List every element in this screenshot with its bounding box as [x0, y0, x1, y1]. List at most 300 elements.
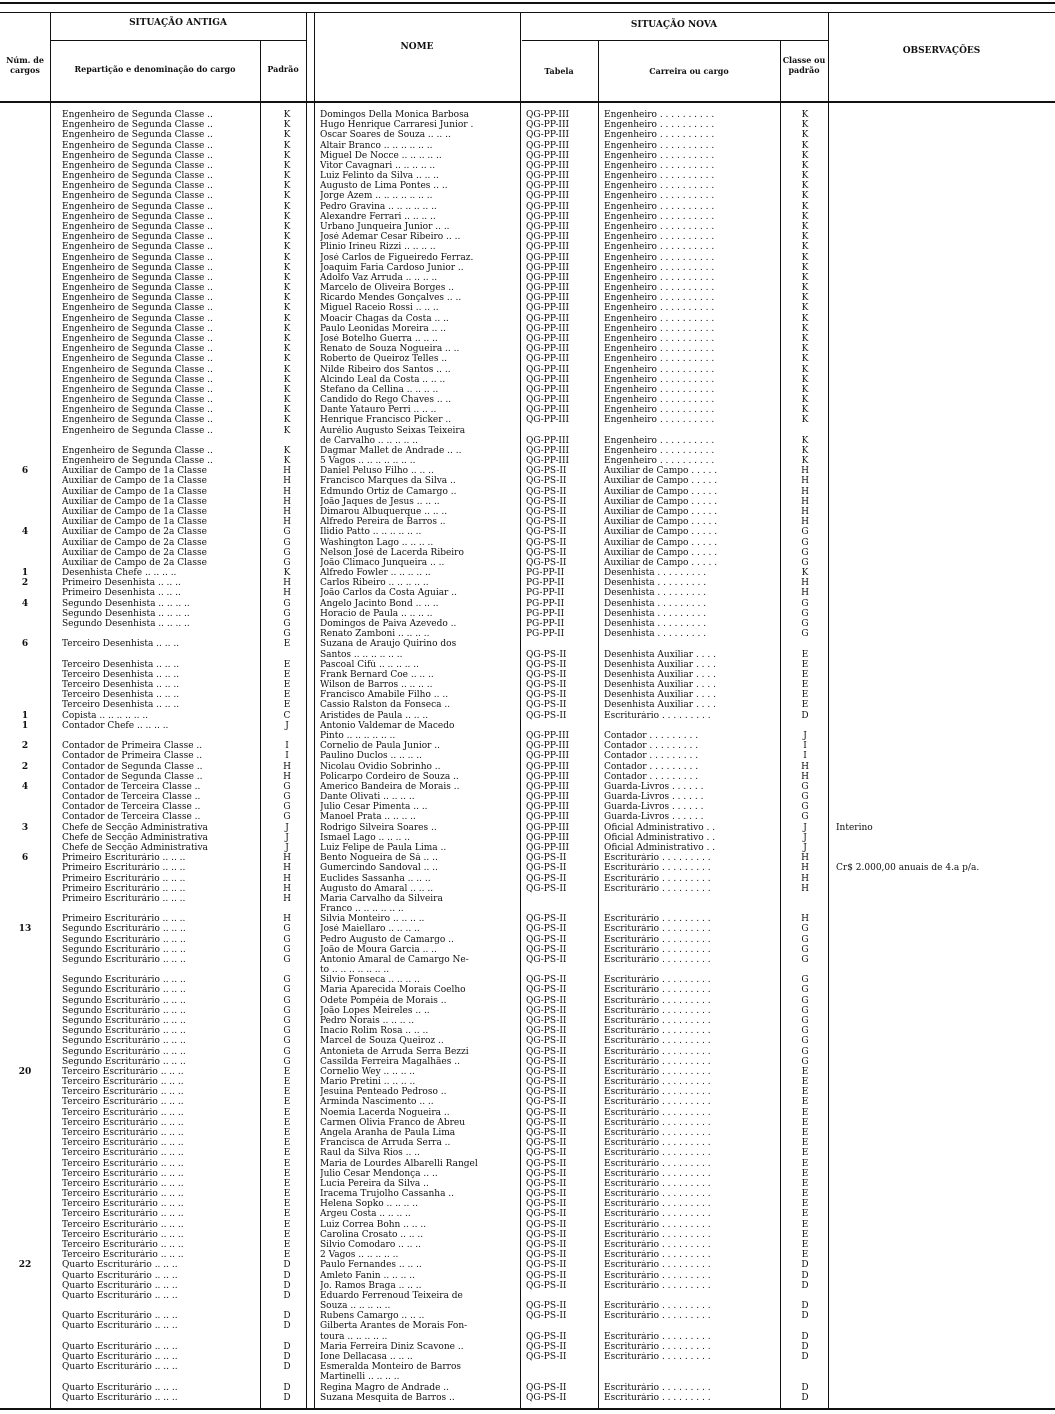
row-nome: Horacio de Paula .. .. .. .. [320, 608, 433, 619]
row-classe: G [801, 934, 809, 945]
row-carreira: Escriturário . . . . . . . . . [604, 1301, 711, 1312]
row-padrao: H [283, 517, 291, 528]
row-tabela: QG-PP-III [526, 130, 570, 141]
table-row [0, 975, 1055, 985]
row-num-cargos: 13 [18, 924, 32, 935]
row-cargo-antigo: Engenheiro de Segunda Classe .. [62, 384, 213, 395]
row-cargo-antigo: Terceiro Escriturário .. .. .. [62, 1107, 184, 1118]
row-nome: Wilson de Barros .. .. .. .. [320, 680, 433, 691]
row-classe: G [801, 995, 809, 1006]
row-padrao: G [283, 802, 291, 813]
row-cargo-antigo: Engenheiro de Segunda Classe .. [62, 221, 213, 232]
row-num-cargos: 20 [18, 1066, 32, 1077]
row-nome: João de Moura Garcia .. .. [320, 944, 437, 955]
row-carreira: Engenheiro . . . . . . . . . . [604, 344, 715, 355]
row-nome: Augusto do Amaral .. .. .. [320, 883, 434, 894]
row-nome: Roberto de Queiroz Telles .. [320, 354, 448, 365]
row-tabela: QG-PS-II [526, 527, 567, 538]
row-carreira: Engenheiro . . . . . . . . . . [604, 384, 715, 395]
row-tabela: QG-PP-III [526, 456, 570, 467]
row-carreira: Escriturário . . . . . . . . . [604, 1189, 711, 1200]
row-tabela: QG-PS-II [526, 1117, 567, 1128]
row-padrao: G [283, 954, 291, 965]
row-tabela: QG-PP-III [526, 802, 570, 813]
row-nome: Silvio Fonseca .. .. .. .. [320, 975, 420, 986]
row-padrao: H [283, 863, 291, 874]
row-padrao: G [283, 1026, 291, 1037]
row-padrao: G [283, 527, 291, 538]
row-classe: G [801, 537, 809, 548]
table-row [0, 365, 1055, 375]
row-cargo-antigo: Terceiro Escriturário .. .. .. [62, 1158, 184, 1169]
row-nome: José Ademar Cesar Ribeiro .. .. [320, 232, 461, 243]
row-num-cargos: 6 [21, 853, 29, 864]
row-tabela: QG-PS-II [526, 680, 567, 691]
row-tabela: QG-PP-III [526, 344, 570, 355]
row-tabela: QG-PP-III [526, 272, 570, 283]
table-row [0, 375, 1055, 385]
row-padrao: E [283, 1189, 291, 1200]
row-nome: Noemia Lacerda Nogueira .. [320, 1107, 450, 1118]
row-padrao: G [283, 537, 291, 548]
row-nome: Carlos Ribeiro .. .. .. .. .. [320, 578, 429, 589]
table-row [0, 1189, 1055, 1199]
row-carreira: Escriturário . . . . . . . . . [604, 1087, 711, 1098]
row-padrao: K [283, 405, 291, 416]
row-classe: G [801, 619, 809, 629]
row-carreira: Escriturário . . . . . . . . . [604, 1046, 711, 1057]
row-num-cargos: 6 [21, 639, 29, 650]
row-cargo-antigo: Terceiro Escriturário .. .. .. [62, 1229, 184, 1240]
row-padrao: E [283, 1138, 291, 1149]
row-padrao: K [283, 313, 291, 324]
row-cargo-antigo: Quarto Escriturário .. .. .. [62, 1321, 178, 1332]
row-nome: Nilde Ribeiro dos Santos .. .. [320, 364, 451, 375]
row-cargo-antigo: Chefe de Secção Administrativa [62, 822, 208, 833]
row-tabela: QG-PS-II [526, 1168, 567, 1179]
row-tabela: QG-PS-II [526, 873, 567, 884]
row-padrao: H [283, 507, 291, 518]
row-classe: G [801, 557, 809, 568]
row-nome: Alfredo Pereira de Barros .. [320, 517, 446, 528]
row-tabela: QG-PS-II [526, 1260, 567, 1271]
row-padrao: E [283, 700, 291, 711]
row-padrao: H [283, 873, 291, 884]
row-cargo-antigo: Primeiro Desenhista .. .. .. [62, 578, 181, 589]
table-row [0, 314, 1055, 324]
row-tabela: QG-PS-II [526, 1311, 567, 1322]
row-classe: G [801, 954, 809, 965]
table-row [0, 619, 1055, 629]
row-nome: Maria de Lourdes Albarelli Rangel [320, 1158, 478, 1169]
row-classe: D [801, 1382, 809, 1393]
row-padrao: H [283, 771, 291, 782]
row-padrao: K [283, 395, 291, 406]
row-cargo-antigo: Engenheiro de Segunda Classe .. [62, 405, 213, 416]
row-carreira: Escriturário . . . . . . . . . [604, 1199, 711, 1210]
row-carreira: Engenheiro . . . . . . . . . . [604, 221, 715, 232]
row-carreira: Desenhista . . . . . . . . . [604, 608, 707, 619]
table-row [0, 670, 1055, 680]
row-nome: Alfredo Fowler .. .. .. .. .. [320, 568, 431, 579]
table-row [0, 1077, 1055, 1087]
row-classe: K [801, 181, 809, 192]
row-nome: Arminda Nascimento .. .. [320, 1097, 434, 1108]
row-tabela: QG-PP-III [526, 415, 570, 426]
row-cargo-antigo: Quarto Escriturário .. .. .. [62, 1311, 178, 1322]
row-carreira: Desenhista Auxiliar . . . . [604, 669, 716, 680]
row-nome: João Lopes Meireles .. .. [320, 1005, 430, 1016]
table-row [0, 639, 1055, 649]
header-situacao-antiga: SITUAÇÃO ANTIGA [129, 18, 227, 28]
row-padrao: K [283, 140, 291, 151]
table-row [0, 334, 1055, 344]
row-tabela: QG-PP-III [526, 445, 570, 456]
row-nome: Silvio Comodaro .. .. .. [320, 1239, 422, 1250]
row-tabela: QG-PP-III [526, 354, 570, 365]
row-cargo-antigo: Engenheiro de Segunda Classe .. [62, 456, 213, 467]
row-carreira: Engenheiro . . . . . . . . . . [604, 445, 715, 456]
row-padrao: E [283, 1077, 291, 1088]
row-tabela: QG-PP-III [526, 812, 570, 823]
row-classe: E [801, 1148, 809, 1159]
row-nome: Angelo Jacinto Bond .. .. .. [320, 598, 439, 609]
row-cargo-antigo: Segundo Escriturário .. .. .. [62, 985, 186, 996]
row-cargo-antigo: Contador de Primeira Classe .. [62, 751, 203, 762]
row-nome: toura .. .. .. .. .. [320, 1331, 388, 1342]
header-divider [0, 12, 1055, 13]
row-carreira: Engenheiro . . . . . . . . . . [604, 242, 715, 253]
table-row [0, 1087, 1055, 1097]
row-cargo-antigo: Auxiliar de Campo de 1a Classe [62, 466, 207, 477]
table-row [0, 171, 1055, 181]
row-classe: H [801, 863, 809, 874]
table-row [0, 405, 1055, 415]
row-tabela: PG-PP-II [526, 629, 565, 640]
row-carreira: Escriturário . . . . . . . . . [604, 853, 711, 864]
table-row [0, 476, 1055, 486]
row-cargo-antigo: Segundo Escriturário .. .. .. [62, 934, 186, 945]
row-classe: K [801, 293, 809, 304]
table-row [0, 1169, 1055, 1179]
row-classe: G [801, 1036, 809, 1047]
row-carreira: Engenheiro . . . . . . . . . . [604, 140, 715, 151]
table-row [0, 527, 1055, 537]
row-cargo-antigo: Engenheiro de Segunda Classe .. [62, 415, 213, 426]
row-classe: G [801, 1026, 809, 1037]
row-cargo-antigo: Contador Chefe .. .. .. .. [62, 720, 169, 731]
row-nome: Hugo Henrique Carraresi Junior . [320, 120, 474, 131]
table-row [0, 354, 1055, 364]
table-row [0, 1016, 1055, 1026]
row-nome: Dimarou Albuquerque .. .. .. [320, 507, 448, 518]
row-carreira: Escriturário . . . . . . . . . [604, 1331, 711, 1342]
row-classe: H [801, 588, 809, 599]
row-tabela: QG-PP-III [526, 201, 570, 212]
row-padrao: G [283, 1036, 291, 1047]
row-nome: Gumercindo Sandoval .. .. [320, 863, 438, 874]
row-classe: G [801, 792, 809, 803]
table-row [0, 904, 1055, 914]
row-cargo-antigo: Segundo Escriturário .. .. .. [62, 1046, 186, 1057]
row-cargo-antigo: Primeiro Escriturário .. .. .. [62, 863, 186, 874]
row-classe: H [801, 771, 809, 782]
row-padrao: H [283, 883, 291, 894]
row-nome: Cassilda Ferreira Magalhães .. [320, 1056, 460, 1067]
row-classe: K [801, 364, 809, 375]
row-cargo-antigo: Segundo Escriturário .. .. .. [62, 1036, 186, 1047]
row-classe: D [801, 1260, 809, 1271]
row-padrao: D [283, 1311, 291, 1322]
row-classe: E [801, 1097, 809, 1108]
row-classe: H [801, 466, 809, 477]
row-tabela: QG-PP-III [526, 242, 570, 253]
table-row [0, 487, 1055, 497]
row-classe: H [801, 507, 809, 518]
row-padrao: H [283, 914, 291, 925]
row-tabela: QG-PS-II [526, 1158, 567, 1169]
row-num-cargos: 4 [21, 598, 29, 609]
table-row [0, 1301, 1055, 1311]
table-row [0, 741, 1055, 751]
row-carreira: Desenhista Auxiliar . . . . [604, 659, 716, 670]
row-carreira: Engenheiro . . . . . . . . . . [604, 201, 715, 212]
table-row [0, 935, 1055, 945]
row-tabela: QG-PS-II [526, 1097, 567, 1108]
row-nome: João Carlos da Costa Aguiar .. [320, 588, 457, 599]
row-padrao: D [283, 1270, 291, 1281]
row-nome: João Jaques de Jesus .. .. .. [320, 496, 440, 507]
row-padrao: K [283, 415, 291, 426]
row-classe: K [801, 252, 809, 263]
row-tabela: QG-PS-II [526, 1016, 567, 1027]
row-carreira: Engenheiro . . . . . . . . . . [604, 232, 715, 243]
row-carreira: Escriturário . . . . . . . . . [604, 954, 711, 965]
row-tabela: QG-PP-III [526, 252, 570, 263]
row-padrao: E [283, 1168, 291, 1179]
row-classe: K [801, 171, 809, 182]
row-padrao: K [283, 344, 291, 355]
row-nome: Francisco Amabile Filho .. .. [320, 690, 449, 701]
row-nome: Cornelio Wey .. .. .. .. [320, 1066, 416, 1077]
row-nome: Daniel Peluso Filho .. .. .. [320, 466, 434, 477]
row-carreira: Contador . . . . . . . . . [604, 751, 699, 762]
row-cargo-antigo: Contador de Primeira Classe .. [62, 741, 203, 752]
table-row [0, 507, 1055, 517]
row-cargo-antigo: Engenheiro de Segunda Classe .. [62, 272, 213, 283]
header-tabela: Tabela [544, 66, 574, 76]
row-classe: K [801, 333, 809, 344]
row-cargo-antigo: Engenheiro de Segunda Classe .. [62, 364, 213, 375]
row-padrao: G [283, 781, 291, 792]
row-tabela: QG-PP-III [526, 822, 570, 833]
row-nome: Jesuina Penteado Pedroso .. [320, 1087, 447, 1098]
row-nome: Franco .. .. .. .. .. .. [320, 904, 404, 915]
row-classe: K [801, 272, 809, 283]
row-carreira: Escriturário . . . . . . . . . [604, 1077, 711, 1088]
row-padrao: E [283, 1178, 291, 1189]
row-nome: João Climaco Junqueira .. .. [320, 557, 445, 568]
row-carreira: Desenhista Auxiliar . . . . [604, 680, 716, 691]
row-padrao: K [283, 364, 291, 375]
table-row [0, 1271, 1055, 1281]
row-classe: E [801, 1077, 809, 1088]
row-classe: H [801, 873, 809, 884]
row-classe: G [801, 1046, 809, 1057]
row-carreira: Engenheiro . . . . . . . . . . [604, 150, 715, 161]
row-num-cargos: 4 [21, 781, 29, 792]
row-cargo-antigo: Segundo Desenhista .. .. .. .. [62, 598, 190, 609]
row-carreira: Contador . . . . . . . . . [604, 771, 699, 782]
row-carreira: Escriturário . . . . . . . . . [604, 1239, 711, 1250]
row-nome: Antonio Amaral de Camargo Ne- [320, 954, 469, 965]
table-row [0, 568, 1055, 578]
row-nome: Edmundo Ortiz de Camargo .. [320, 486, 457, 497]
header-bottom-border [0, 101, 1055, 103]
row-nome: Santos .. .. .. .. .. .. [320, 649, 403, 660]
row-carreira: Escriturário . . . . . . . . . [604, 1128, 711, 1138]
row-carreira: Escriturário . . . . . . . . . [604, 1341, 711, 1352]
row-tabela: QG-PS-II [526, 954, 567, 965]
row-num-cargos: 6 [21, 466, 29, 477]
row-cargo-antigo: Engenheiro de Segunda Classe .. [62, 171, 213, 182]
row-padrao: K [283, 445, 291, 456]
row-carreira: Engenheiro . . . . . . . . . . [604, 293, 715, 304]
row-tabela: QG-PS-II [526, 1250, 567, 1261]
row-cargo-antigo: Quarto Escriturário .. .. .. [62, 1341, 178, 1352]
row-cargo-antigo: Terceiro Escriturário .. .. .. [62, 1219, 184, 1230]
row-cargo-antigo: Primeiro Escriturário .. .. .. [62, 883, 186, 894]
row-cargo-antigo: Engenheiro de Segunda Classe .. [62, 181, 213, 192]
row-cargo-antigo: Segundo Escriturário .. .. .. [62, 954, 186, 965]
row-carreira: Desenhista Auxiliar . . . . [604, 690, 716, 701]
table-row [0, 1128, 1055, 1138]
row-carreira: Escriturário . . . . . . . . . [604, 1382, 711, 1393]
row-padrao: K [283, 252, 291, 263]
table-row [0, 548, 1055, 558]
row-nome: Angela Aranha de Paula Lima [320, 1128, 456, 1138]
row-cargo-antigo: Terceiro Escriturário .. .. .. [62, 1250, 184, 1261]
row-cargo-antigo: Segundo Escriturário .. .. .. [62, 944, 186, 955]
row-classe: K [801, 415, 809, 426]
row-carreira: Oficial Administrativo . . [604, 822, 716, 833]
row-padrao: D [283, 1382, 291, 1393]
row-padrao: K [283, 232, 291, 243]
row-tabela: QG-PP-III [526, 730, 570, 741]
row-carreira: Auxiliar de Campo . . . . . [604, 507, 718, 518]
row-observacao: Interino [836, 822, 873, 833]
row-nome: Francisca de Arruda Serra .. [320, 1138, 451, 1149]
row-classe: K [801, 435, 809, 446]
row-tabela: QG-PP-III [526, 150, 570, 161]
header-classe: Classe ou padrão [782, 55, 826, 75]
row-cargo-antigo: Contador de Terceira Classe .. [62, 812, 201, 823]
row-tabela: QG-PS-II [526, 690, 567, 701]
row-carreira: Engenheiro . . . . . . . . . . [604, 262, 715, 273]
row-classe: H [801, 883, 809, 894]
table-row [0, 1047, 1055, 1057]
row-tabela: QG-PP-III [526, 364, 570, 375]
table-row [0, 1209, 1055, 1219]
row-tabela: QG-PS-II [526, 1178, 567, 1189]
row-nome: Augusto de Lima Pontes .. .. [320, 181, 448, 192]
row-classe: J [803, 822, 807, 833]
row-carreira: Auxiliar de Campo . . . . . [604, 496, 718, 507]
row-tabela: QG-PS-II [526, 1280, 567, 1291]
row-carreira: Escriturário . . . . . . . . . [604, 1280, 711, 1291]
row-tabela: QG-PS-II [526, 863, 567, 874]
row-padrao: K [283, 354, 291, 365]
row-carreira: Engenheiro . . . . . . . . . . [604, 374, 715, 385]
table-row [0, 731, 1055, 741]
row-cargo-antigo: Engenheiro de Segunda Classe .. [62, 425, 213, 436]
row-classe: J [803, 730, 807, 741]
row-cargo-antigo: Desenhista Chefe .. .. .. .. [62, 568, 177, 579]
row-classe: K [801, 120, 809, 131]
row-nome: Paulo Leonidas Moreira .. .. [320, 323, 446, 334]
row-tabela: QG-PS-II [526, 1056, 567, 1067]
row-padrao: K [283, 293, 291, 304]
row-classe: J [803, 832, 807, 843]
row-classe: E [801, 669, 809, 680]
row-cargo-antigo: Auxiliar de Campo de 1a Classe [62, 476, 207, 487]
row-nome: Francisco Marques da Silva .. [320, 476, 456, 487]
row-classe: E [801, 1168, 809, 1179]
table-row [0, 324, 1055, 334]
row-classe: K [801, 303, 809, 314]
row-tabela: QG-PP-III [526, 283, 570, 294]
row-classe: K [801, 384, 809, 395]
row-padrao: I [285, 741, 289, 752]
row-tabela: QG-PS-II [526, 700, 567, 711]
row-classe: E [801, 1158, 809, 1169]
row-num-cargos: 4 [21, 527, 29, 538]
table-row [0, 894, 1055, 904]
table-row [0, 232, 1055, 242]
row-nome: Miguel De Nocce .. .. .. .. .. [320, 150, 442, 161]
row-classe: G [801, 527, 809, 538]
row-cargo-antigo: Engenheiro de Segunda Classe .. [62, 140, 213, 151]
row-nome: Jorge Azem .. .. .. .. .. .. .. [320, 191, 433, 202]
table-row [0, 517, 1055, 527]
table-row [0, 1006, 1055, 1016]
row-classe: I [803, 741, 807, 752]
table-row [0, 578, 1055, 588]
table-row [0, 415, 1055, 425]
row-nome: Julio Cesar Pimenta .. .. [320, 802, 428, 813]
table-row [0, 151, 1055, 161]
row-cargo-antigo: Engenheiro de Segunda Classe .. [62, 160, 213, 171]
row-tabela: QG-PS-II [526, 486, 567, 497]
row-classe: E [801, 1250, 809, 1261]
row-padrao: K [283, 171, 291, 182]
row-tabela: QG-PS-II [526, 1189, 567, 1200]
row-padrao: G [283, 547, 291, 558]
row-cargo-antigo: Contador de Terceira Classe .. [62, 792, 201, 803]
row-nome: Inacio Rolim Rosa .. .. .. [320, 1026, 429, 1037]
row-cargo-antigo: Segundo Desenhista .. .. .. .. [62, 608, 190, 619]
row-carreira: Escriturário . . . . . . . . . [604, 1168, 711, 1179]
row-classe: G [801, 781, 809, 792]
row-carreira: Contador . . . . . . . . . [604, 761, 699, 772]
row-num-cargos: 2 [21, 761, 29, 772]
table-row [0, 863, 1055, 873]
row-cargo-antigo: Terceiro Desenhista .. .. .. [62, 639, 180, 650]
row-padrao: K [283, 333, 291, 344]
row-classe: G [801, 975, 809, 986]
row-padrao: E [283, 1128, 291, 1138]
row-cargo-antigo: Engenheiro de Segunda Classe .. [62, 303, 213, 314]
